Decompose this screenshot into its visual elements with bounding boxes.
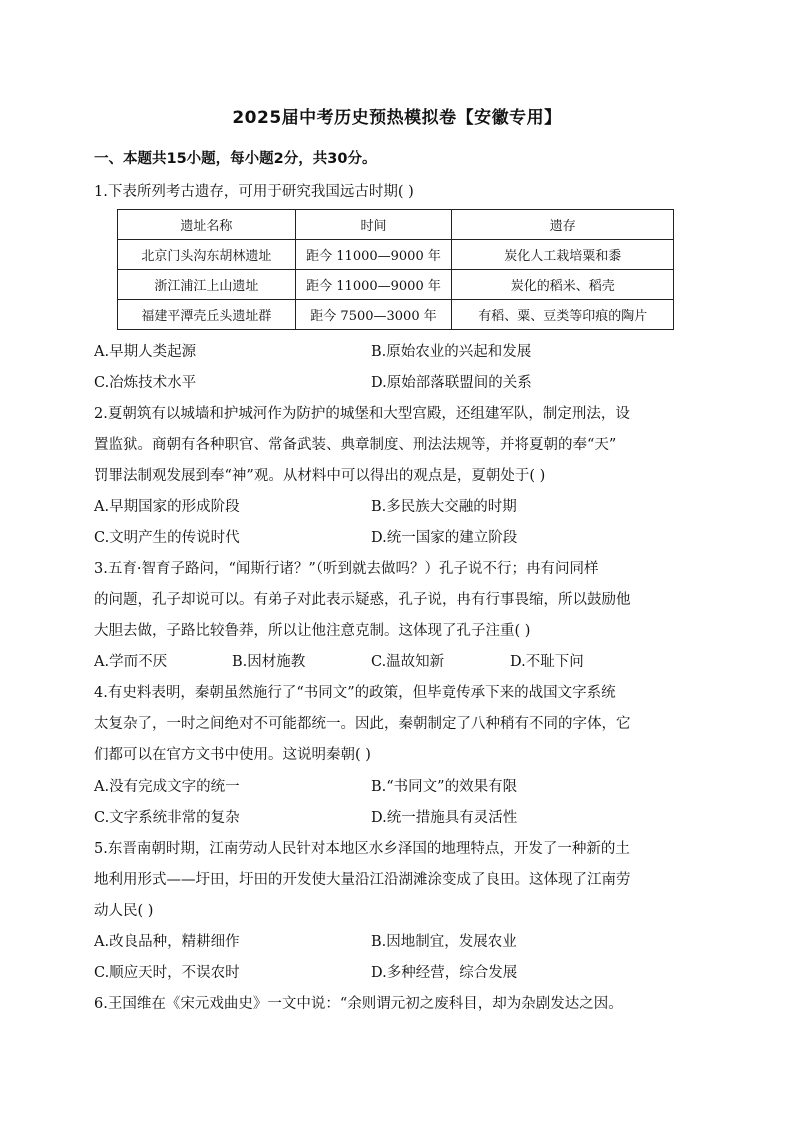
q3-option-c: C.温故知新 [371, 654, 445, 670]
q4-option-a: A.没有完成文字的统一 [94, 779, 240, 795]
q5-line: 地利用形式——圩田，圩田的开发使大量沿江沿湖滩涂变成了良田。这体现了江南劳 [94, 872, 631, 888]
q5-option-a: A.改良品种，精耕细作 [94, 934, 240, 950]
q5-line: 动人民( ) [94, 903, 154, 919]
q3-option-b: B.因材施教 [232, 654, 306, 670]
q2-line: 置监狱。商朝有各种职官、常备武装、典章制度、刑法法规等，并将夏朝的奉“天” [94, 437, 617, 453]
table-header-row [118, 210, 674, 240]
table-cell: 炭化的稻米、稻壳 [452, 270, 674, 300]
q5-option-b: B.因地制宜，发展农业 [371, 934, 517, 950]
q3-line: 大胆去做，子路比较鲁莽，所以让他注意克制。这体现了孔子注重( ) [94, 623, 531, 639]
q3-line: 3.五育·智育子路问，“闻斯行诸？”（听到就去做吗？）孔子说不行；冉有问同样 [94, 561, 599, 577]
q1-option-a: A.早期人类起源 [94, 344, 197, 360]
table-header-cell: 时间 [295, 210, 452, 240]
q4-option-c: C.文字系统非常的复杂 [94, 810, 240, 826]
table-cell: 距今 11000—9000 年 [295, 270, 452, 300]
table-cell: 距今 7500—3000 年 [295, 300, 452, 330]
q4-option-b: B.“书同文”的效果有限 [371, 779, 518, 795]
q5-line: 5.东晋南朝时期，江南劳动人民针对本地区水乡泽国的地理特点，开发了一种新的土 [94, 841, 630, 857]
table-row [118, 270, 674, 300]
q2-line: 罚罪法制观发展到奉“神”观。从材料中可以得出的观点是，夏朝处于( ) [94, 468, 546, 484]
q1-option-c: C.冶炼技术水平 [94, 375, 197, 391]
q4-line: 太复杂了，一时之间绝对不可能都统一。因此，秦朝制定了八种稍有不同的字体，它 [94, 716, 631, 732]
q1-option-b: B.原始农业的兴起和发展 [371, 344, 532, 360]
q2-option-a: A.早期国家的形成阶段 [94, 499, 240, 515]
q5-option-c: C.顺应天时，不误农时 [94, 965, 240, 981]
table-cell: 距今 11000—9000 年 [295, 240, 452, 270]
table-cell: 北京门头沟东胡林遗址 [118, 240, 296, 270]
table-row [118, 240, 674, 270]
section-heading: 一、本题共15小题，每小题2分，共30分。 [94, 151, 377, 167]
q1-stem: 1.下表所列考古遗存，可用于研究我国远古时期( ) [94, 184, 414, 200]
table-cell: 有稻、粟、豆类等印痕的陶片 [452, 300, 674, 330]
q2-option-c: C.文明产生的传说时代 [94, 530, 240, 546]
table-cell: 浙江浦江上山遗址 [118, 270, 296, 300]
table-header-cell: 遗存 [452, 210, 674, 240]
q2-option-b: B.多民族大交融的时期 [371, 499, 517, 515]
q2-option-d: D.统一国家的建立阶段 [371, 530, 518, 546]
q1-sites-table [117, 209, 674, 330]
table-cell: 福建平潭壳丘头遗址群 [118, 300, 296, 330]
exam-title: 2025届中考历史预热模拟卷【安徽专用】 [232, 108, 562, 128]
q3-line: 的问题，孔子却说可以。有弟子对此表示疑惑，孔子说，冉有行事畏缩，所以鼓励他 [94, 592, 631, 608]
q2-line: 2.夏朝筑有以城墙和护城河作为防护的城堡和大型宫殿，还组建军队，制定刑法，设 [94, 406, 630, 422]
table-cell: 炭化人工栽培粟和黍 [452, 240, 674, 270]
q4-line: 们都可以在官方文书中使用。这说明秦朝( ) [94, 747, 371, 763]
table-row [118, 300, 674, 330]
q3-option-d: D.不耻下问 [510, 654, 584, 670]
q4-option-d: D.统一措施具有灵活性 [371, 810, 518, 826]
q6-line: 6.王国维在《宋元戏曲史》一文中说：“余则谓元初之废科目，却为杂剧发达之因。 [94, 996, 623, 1012]
q4-line: 4.有史料表明，秦朝虽然施行了“书同文”的政策，但毕竟传承下来的战国文字系统 [94, 685, 616, 701]
q3-option-a: A.学而不厌 [94, 654, 168, 670]
q5-option-d: D.多种经营，综合发展 [371, 965, 518, 981]
table-header-cell: 遗址名称 [118, 210, 296, 240]
q1-option-d: D.原始部落联盟间的关系 [371, 375, 532, 391]
